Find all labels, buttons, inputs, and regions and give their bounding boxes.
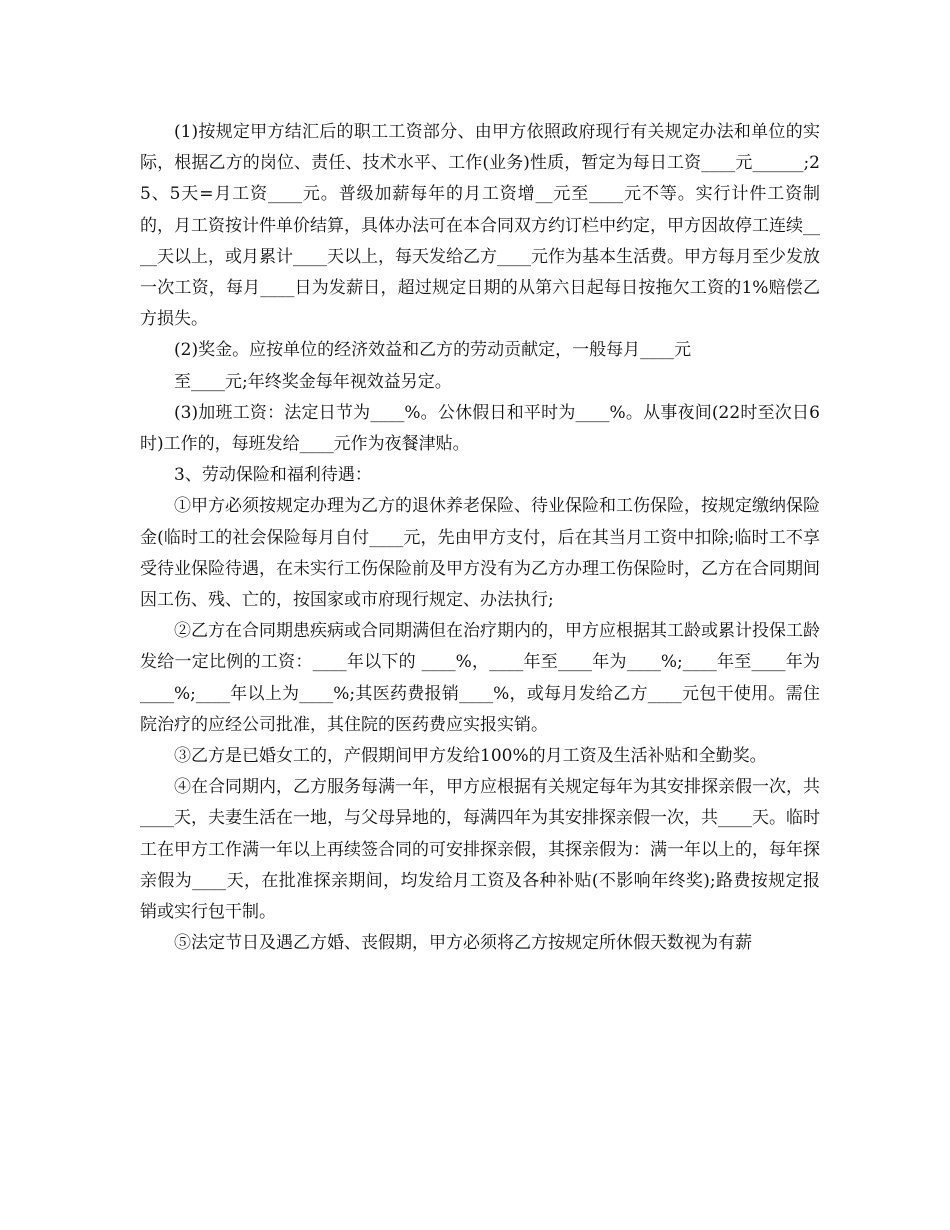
contract-body <box>140 117 820 959</box>
paragraph-wage-terms: (1)按规定甲方结汇后的职工工资部分、由甲方依照政府现行有关规定办法和单位的实际，根据乙方的岗位、责任、技术水平、工作(业务)性质，暂定为每日工资____元______;25、5天=月工资____元。普级加薪每年的月工资增__元至____元不等。实行计件工资制的，月工资按计件单价结算，具体办法可在本合同双方约订栏中约定，甲方因故停工连续____天以上，或月累计____天以上，每天发给乙方____元作为基本生活费。甲方每月至少发放一次工资，每月____日为发薪日，超过规定日期的从第六日起每日按拖欠工资的1%赔偿乙方损失。 <box>140 122 820 330</box>
paragraph-insurance-1: ①甲方必须按规定办理为乙方的退休养老保险、待业保险和工伤保险，按规定缴纳保险金(临时工的社会保险每月自付____元，先由甲方支付，后在其当月工资中扣除;临时工不享受待业保险待遇，在未实行工伤保险前及甲方没有为乙方办理工伤保险时，乙方在合同期间因工伤、残、亡的，按国家或市府现行规定、办法执行; <box>140 496 820 611</box>
paragraph-insurance-3: ③乙方是已婚女工的，产假期间甲方发给100%的月工资及生活补贴和全勤奖。 <box>174 746 767 767</box>
paragraph-overtime: (3)加班工资：法定日节为____%。公休假日和平时为____%。从事夜间(22时至次日6时)工作的，每班发给____元作为夜餐津贴。 <box>140 402 820 455</box>
paragraph-insurance-2: ②乙方在合同期患疾病或合同期满但在治疗期内的，甲方应根据其工龄或累计投保工龄发给一定比例的工资：____年以下的 ____%，____年至____年为____%;____年至____年为____%;____年以上为____%;其医药费报销____%，或每月发给乙方____元包干使用。需住院治疗的应经公司批准，其住院的医药费应实报实销。 <box>140 621 820 735</box>
paragraph-bonus-continued: 至____元;年终奖金每年视效益另定。 <box>174 371 452 392</box>
paragraph-insurance-4: ④在合同期内，乙方服务每满一年，甲方应根据有关规定每年为其安排探亲假一次，共____天，夫妻生活在一地，与父母异地的，每满四年为其安排探亲假一次，共____天。临时工在甲方工作满一年以上再续签合同的可安排探亲假，其探亲假为：满一年以上的，每年探亲假为____天，在批准探亲期间，均发给月工资及各种补贴(不影响年终奖);路费按规定报销或实行包干制。 <box>140 777 820 923</box>
section-heading-insurance: 3、劳动保险和福利待遇： <box>174 465 372 486</box>
paragraph-insurance-5: ⑤法定节日及遇乙方婚、丧假期，甲方必须将乙方按规定所休假天数视为有薪 <box>174 933 752 954</box>
paragraph-bonus: (2)奖金。应按单位的经济效益和乙方的劳动贡献定，一般每月____元 <box>174 340 692 361</box>
